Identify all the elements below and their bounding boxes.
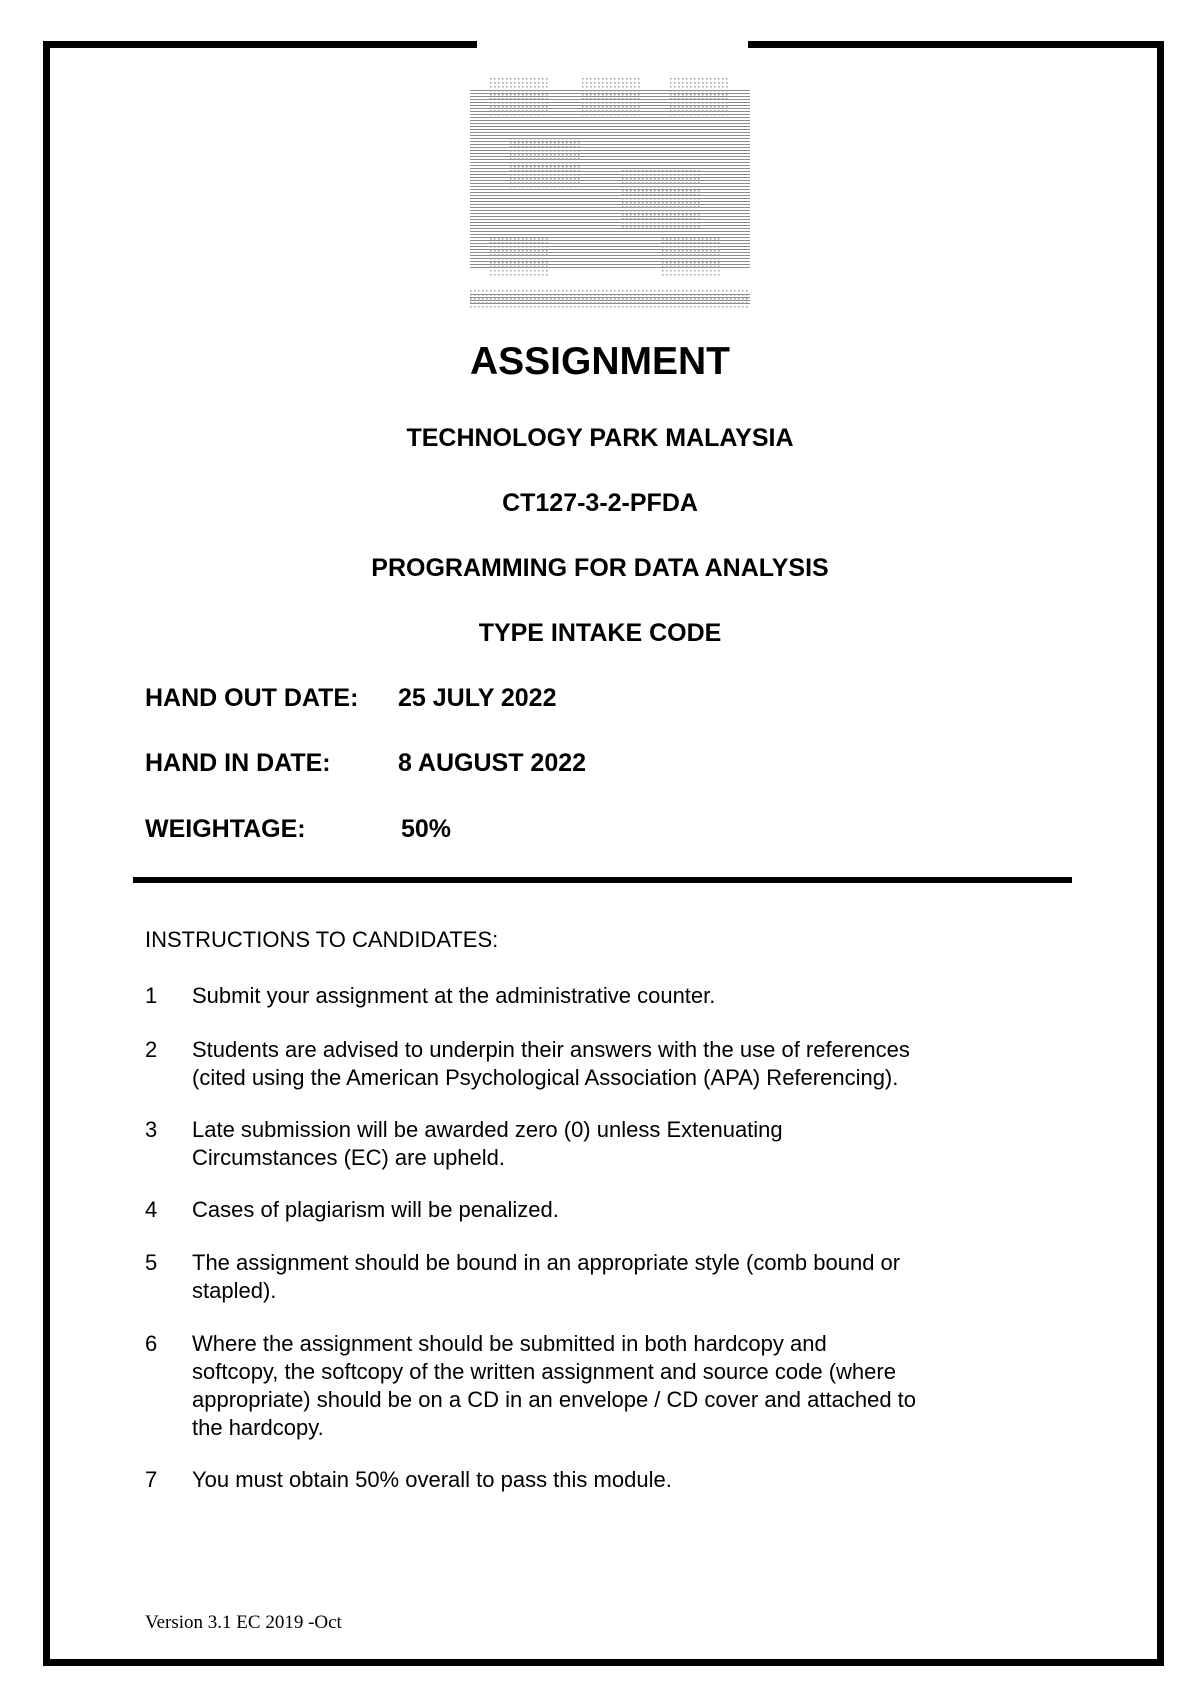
instruction-number: 3 bbox=[145, 1117, 158, 1142]
weightage-row bbox=[145, 815, 451, 844]
instruction-line: Submit your assignment at the administrative counter. bbox=[192, 983, 716, 1008]
hand-in-date-label: HAND IN DATE: bbox=[145, 749, 331, 777]
instruction-line: Late submission will be awarded zero (0) unless Extenuating bbox=[192, 1117, 783, 1142]
instruction-text bbox=[192, 1249, 900, 1305]
instruction-number: 7 bbox=[145, 1467, 158, 1492]
instruction-number: 2 bbox=[145, 1037, 158, 1062]
section-divider bbox=[133, 877, 1072, 883]
weightage-label: WEIGHTAGE: bbox=[145, 815, 306, 843]
hand-out-date-label: HAND OUT DATE: bbox=[145, 684, 359, 712]
instruction-line: (cited using the American Psychological Association (APA) Referencing). bbox=[192, 1065, 899, 1090]
instruction-line: Circumstances (EC) are upheld. bbox=[192, 1145, 506, 1170]
module-name: PROGRAMMING FOR DATA ANALYSIS bbox=[371, 554, 829, 582]
intake-code: TYPE INTAKE CODE bbox=[478, 619, 722, 647]
instruction-line: Cases of plagiarism will be penalized. bbox=[192, 1197, 559, 1222]
instruction-line: stapled). bbox=[192, 1278, 277, 1303]
instruction-line: the hardcopy. bbox=[192, 1415, 324, 1440]
instruction-line: softcopy, the softcopy of the written assignment and source code (where bbox=[192, 1359, 896, 1384]
instruction-text bbox=[192, 982, 715, 1010]
weightage-value: 50% bbox=[401, 815, 452, 843]
instruction-line: appropriate) should be on a CD in an envelope / CD cover and attached to bbox=[192, 1387, 917, 1412]
version-footer: Version 3.1 EC 2019 -Oct bbox=[145, 1612, 342, 1633]
instruction-line: Where the assignment should be submitted in both hardcopy and bbox=[192, 1331, 827, 1356]
instruction-number: 6 bbox=[145, 1331, 158, 1356]
instruction-text bbox=[192, 1466, 672, 1494]
frame-right bbox=[1157, 41, 1164, 1666]
instruction-number: 1 bbox=[145, 983, 158, 1008]
document-title: ASSIGNMENT bbox=[469, 340, 730, 383]
instruction-text bbox=[192, 1196, 559, 1224]
instruction-line: Students are advised to underpin their answers with the use of references bbox=[192, 1037, 910, 1062]
instruction-text bbox=[192, 1116, 783, 1172]
hand-in-date-value: 8 AUGUST 2022 bbox=[398, 749, 587, 777]
instruction-number: 5 bbox=[145, 1250, 158, 1275]
university-logo-icon bbox=[470, 78, 750, 314]
frame-bottom bbox=[43, 1659, 1164, 1666]
instruction-text bbox=[192, 1330, 916, 1442]
instruction-number: 4 bbox=[145, 1197, 158, 1222]
instructions-heading: INSTRUCTIONS TO CANDIDATES: bbox=[145, 927, 499, 952]
frame-left bbox=[43, 41, 50, 1666]
institution-name: TECHNOLOGY PARK MALAYSIA bbox=[406, 424, 794, 452]
hand-in-date-row bbox=[145, 749, 586, 778]
hand-out-date-row bbox=[145, 684, 556, 713]
hand-out-date-value: 25 JULY 2022 bbox=[398, 684, 557, 712]
module-code: CT127-3-2-PFDA bbox=[502, 489, 698, 517]
instruction-line: You must obtain 50% overall to pass this module. bbox=[192, 1467, 672, 1492]
instruction-text bbox=[192, 1036, 910, 1092]
frame-top-right bbox=[748, 41, 1164, 48]
instruction-line: The assignment should be bound in an appropriate style (comb bound or bbox=[192, 1250, 901, 1275]
frame-top-left bbox=[43, 41, 477, 48]
